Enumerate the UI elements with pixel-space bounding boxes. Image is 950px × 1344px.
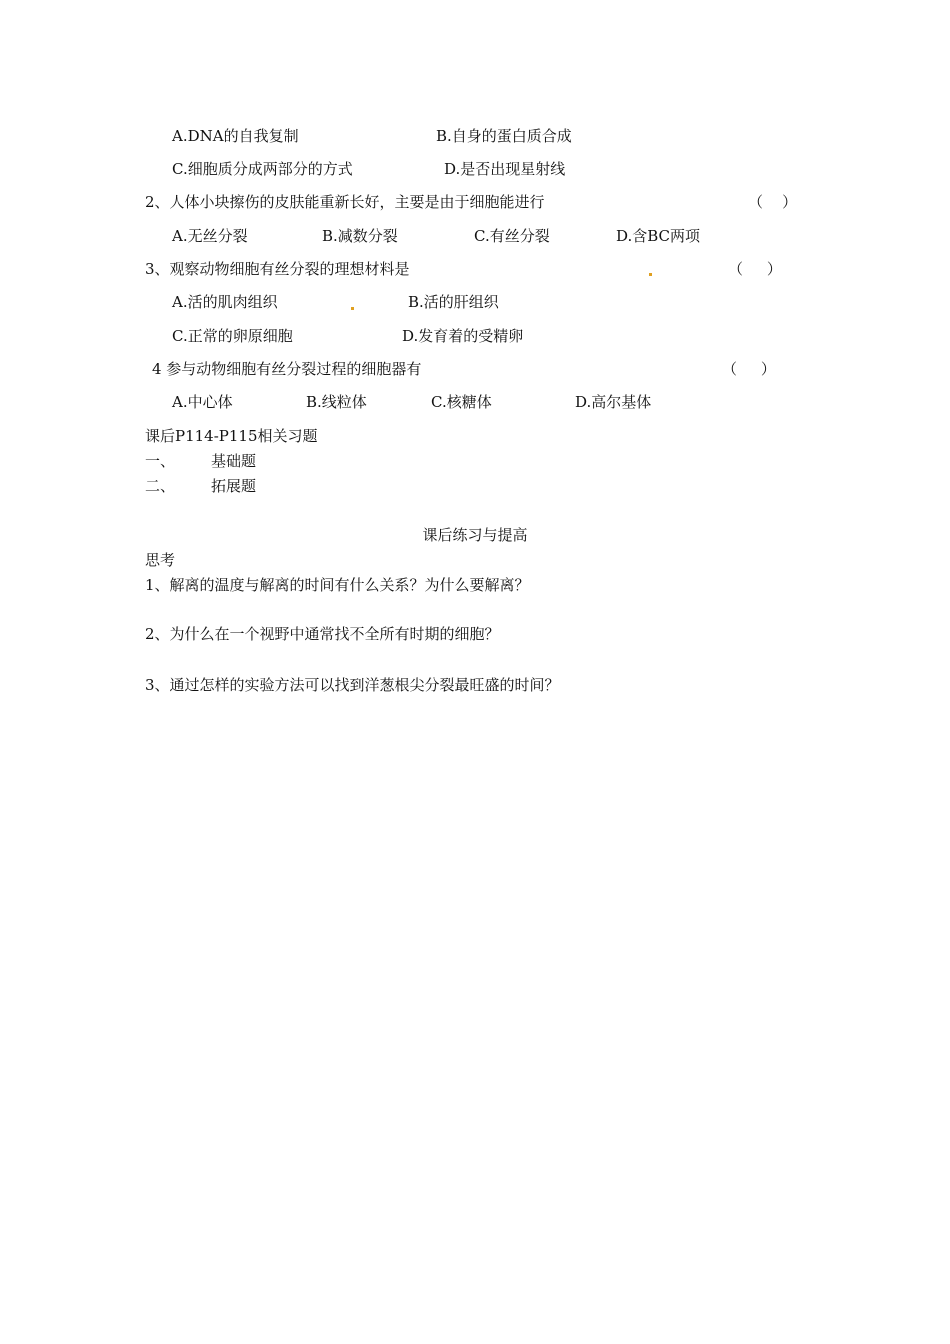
q2-answer-paren: （ ）: [748, 193, 798, 211]
think-label: 思考: [145, 551, 176, 569]
q1-option-d: D.是否出现星射线: [444, 160, 566, 178]
q4-option-c: C.核糖体: [431, 393, 492, 411]
think-question-3: 3、通过怎样的实验方法可以找到洋葱根尖分裂最旺盛的时间？: [145, 676, 560, 694]
q1-option-c: C.细胞质分成两部分的方式: [172, 160, 353, 178]
think-question-2: 2、为什么在一个视野中通常找不全所有时期的细胞？: [145, 625, 500, 643]
q1-option-a: A.DNA的自我复制: [172, 127, 299, 145]
section-heading: 课后练习与提高: [422, 526, 528, 544]
q2-option-d: D.含BC两项: [616, 227, 701, 245]
q3-answer-paren: （ ）: [728, 260, 782, 278]
homework-title: 课后P114-P115相关习题: [145, 427, 318, 445]
q2-option-c: C.有丝分裂: [474, 227, 550, 245]
q2-option-b: B.减数分裂: [322, 227, 398, 245]
q3-option-a: A.活的肌肉组织: [172, 293, 278, 311]
q2-option-a: A.无丝分裂: [172, 227, 248, 245]
q4-option-b: B.线粒体: [306, 393, 367, 411]
think-question-1: 1、解离的温度与解离的时间有什么关系？为什么要解离？: [145, 576, 530, 594]
q1-option-b: B.自身的蛋白质合成: [436, 127, 572, 145]
ink-speck: [351, 307, 354, 310]
q4-option-a: A.中心体: [172, 393, 233, 411]
homework-item-1-number: 一、: [145, 452, 176, 470]
homework-item-2-number: 二、: [145, 477, 176, 495]
homework-item-2-text: 拓展题: [211, 477, 257, 495]
q3-option-c: C.正常的卵原细胞: [172, 327, 293, 345]
homework-item-1-text: 基础题: [211, 452, 257, 470]
q2-stem: 2、人体小块擦伤的皮肤能重新长好，主要是由于细胞能进行: [145, 193, 545, 211]
q4-stem: 4 参与动物细胞有丝分裂过程的细胞器有: [152, 360, 422, 378]
ink-speck: [649, 273, 652, 276]
q4-answer-paren: （ ）: [722, 360, 776, 378]
q4-option-d: D.高尔基体: [575, 393, 652, 411]
q3-stem: 3、观察动物细胞有丝分裂的理想材料是: [145, 260, 410, 278]
q3-option-d: D.发育着的受精卵: [402, 327, 524, 345]
q3-option-b: B.活的肝组织: [408, 293, 499, 311]
